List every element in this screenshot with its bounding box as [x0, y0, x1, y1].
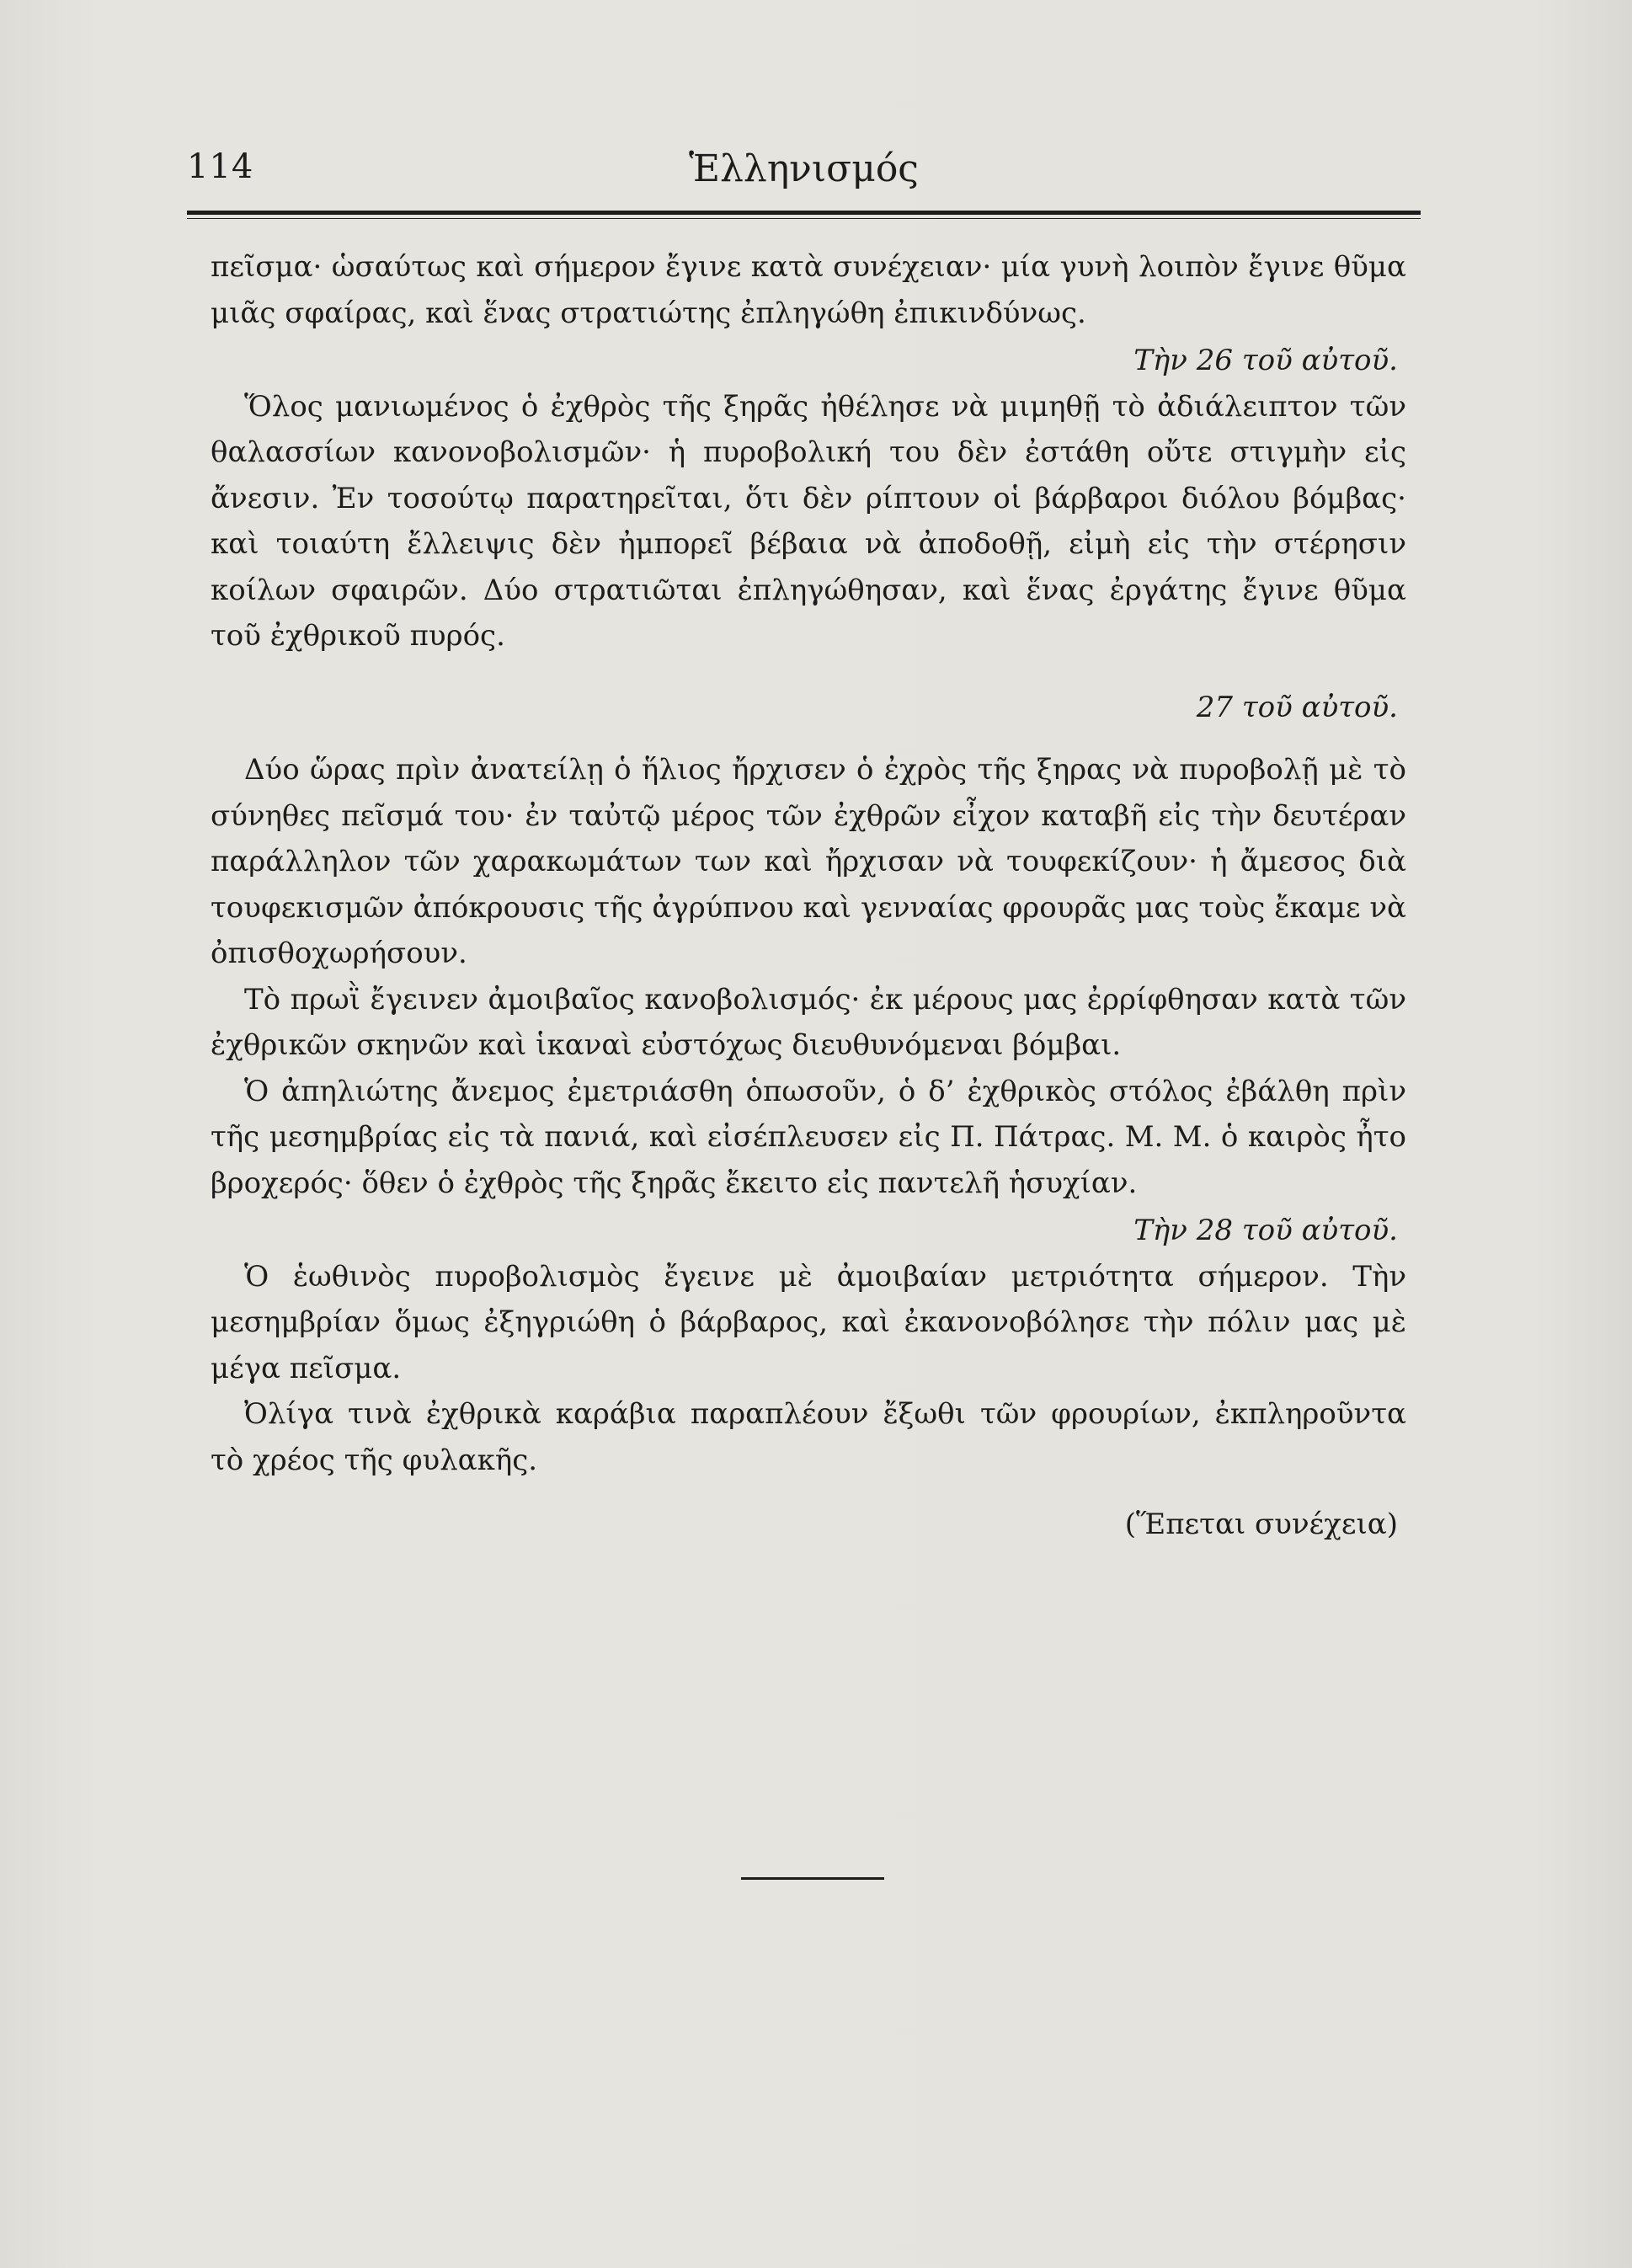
header-rule — [187, 211, 1421, 215]
date-heading: Τὴν 26 τοῦ αὐτοῦ. — [1133, 344, 1398, 377]
date-heading: 27 τοῦ αὐτοῦ. — [1196, 690, 1398, 724]
paragraph: Ὅλος μανιωμένος ὁ ἐχθρὸς τῆς ξηρᾶς ἠθέλησε νὰ μιμηθῇ τὸ ἀδιάλειπτον τῶν θαλασσίων κανονοβολισμῶν· ἡ πυροβολική του δὲν ἐστάθη οὔτε στιγμὴν εἰς ἄνεσιν. Ἐν τοσούτῳ παρατηρεῖται, ὅτι δὲν ρίπτουν οἱ βάρβαροι διόλου βόμβας· καὶ τοιαύτη ἔλλειψις δὲν ἠμπορεῖ βέβαια νὰ ἀποδοθῇ, εἰμὴ εἰς τὴν στέρησιν κοίλων σφαιρῶν. Δύο στρατιῶται ἐπληγώθησαν, καὶ ἕνας ἐργάτης ἔγινε θῦμα τοῦ ἐχθρικοῦ πυρός. — [211, 389, 1406, 653]
paragraph: Ὁ ἀπηλιώτης ἄνεμος ἐμετριάσθη ὁπωσοῦν, ὁ δ’ ἐχθρικὸς στόλος ἐβάλθη πρὶν τῆς μεσημβρίας εἰς τὰ πανιά, καὶ εἰσέπλευσεν εἰς Π. Πάτρας. Μ. Μ. ὁ καιρὸς ἦτο βροχερός· ὅθεν ὁ ἐχθρὸς τῆς ξηρᾶς ἔκειτο εἰς παντελῆ ἡσυχίαν. — [211, 1074, 1406, 1200]
paragraph: Δύο ὥρας πρὶν ἀνατείλῃ ὁ ἥλιος ἤρχισεν ὁ ἐχρὸς τῆς ξηρας νὰ πυροβολῇ μὲ τὸ σύνηθες πεῖσμά του· ἐν ταὐτῷ μέρος τῶν ἐχθρῶν εἶχον καταβῆ εἰς τὴν δευτέραν παράλληλον τῶν χαρακωμάτων των καὶ ἤρχισαν νὰ τουφεκίζουν· ἡ ἄμεσος διὰ τουφεκισμῶν ἀπόκρουσις τῆς ἀγρύπνου καὶ γενναίας φρουρᾶς μας τοὺς ἔκαμε νὰ ὀπισθοχωρήσουν. — [211, 753, 1406, 970]
paragraph: Ὁ ἑωθινὸς πυροβολισμὸς ἔγεινε μὲ ἀμοιβαίαν μετριότητα σήμερον. Τὴν μεσημβρίαν ὅμως ἐξηγριώθη ὁ βάρβαρος, καὶ ἐκανονοβόλησε τὴν πόλιν μας μὲ μέγα πεῖσμα. — [211, 1259, 1406, 1385]
end-rule — [741, 1877, 884, 1880]
header-rule-thin — [187, 218, 1421, 219]
date-heading: Τὴν 28 τοῦ αὐτοῦ. — [1133, 1214, 1398, 1247]
page-number: 114 — [187, 147, 254, 186]
paragraph: Ὀλίγα τινὰ ἐχθρικὰ καράβια παραπλέουν ἔξωθι τῶν φρουρίων, ἐκπληροῦντα τὸ χρέος τῆς φυλακῆς. — [211, 1397, 1406, 1477]
running-title: Ἑλληνισμός — [689, 147, 919, 190]
paragraph: Τὸ πρωῒ ἔγεινεν ἀμοιβαῖος κανοβολισμός· ἐκ μέρους μας ἐρρίφθησαν κατὰ τῶν ἐχθρικῶν σκηνῶν καὶ ἱκαναὶ εὐστόχως διευθυνόμεναι βόμβαι. — [211, 982, 1406, 1062]
continued-note: (Ἕπεται συνέχεια) — [1124, 1508, 1398, 1541]
page-header — [187, 147, 1421, 206]
body-text — [211, 244, 1406, 1548]
paragraph: πεῖσμα· ὡσαύτως καὶ σήμερον ἔγινε κατὰ συνέχειαν· μία γυνὴ λοιπὸν ἔγινε θῦμα μιᾶς σφαίρας, καὶ ἕνας στρατιώτης ἐπληγώθη ἐπικινδύνως. — [211, 250, 1406, 330]
